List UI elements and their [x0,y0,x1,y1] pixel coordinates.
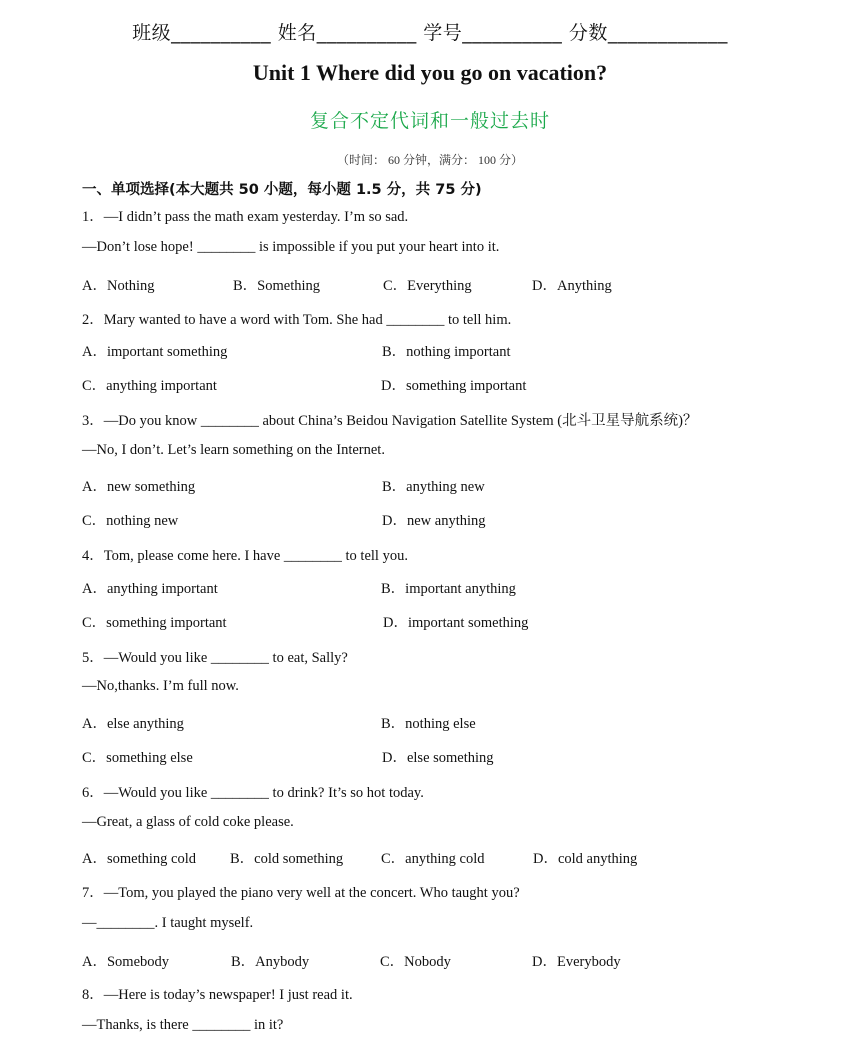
question-6-option-d[interactable]: D．cold anything [533,851,638,867]
student-id-field[interactable]: 学号__________ [423,22,563,44]
question-5-option-b[interactable]: B．nothing else [381,716,476,732]
question-1-option-b[interactable]: B．Something [233,278,321,294]
question-1-dialogue: —Don’t lose hope! ________ is impossible if you put your heart into it. [82,239,500,255]
page-subtitle: 复合不定代词和一般过去时 [309,110,550,132]
question-1-option-a[interactable]: A．Nothing [82,278,155,294]
question-7-option-b[interactable]: B．Anybody [231,954,310,970]
question-7-dialogue: —________. I taught myself. [82,915,254,931]
question-8-stem: 8．—Here is today’s newspaper! I just read it. [82,987,353,1003]
question-3-option-b[interactable]: B．anything new [382,479,485,495]
question-1-option-d[interactable]: D．Anything [532,278,612,294]
question-6-dialogue: —Great, a glass of cold coke please. [82,814,294,830]
question-6-option-b[interactable]: B．cold something [230,851,344,867]
question-4-option-b[interactable]: B．important anything [381,581,516,597]
question-5-option-c[interactable]: C．something else [82,750,193,766]
question-4-option-a[interactable]: A．anything important [82,581,218,597]
question-7-option-d[interactable]: D．Everybody [532,954,621,970]
question-7-option-c[interactable]: C．Nobody [380,954,451,970]
question-2-stem: 2．Mary wanted to have a word with Tom. She had ________ to tell him. [82,312,512,328]
question-2-option-d[interactable]: D．something important [381,378,527,394]
question-3-option-c[interactable]: C．nothing new [82,513,179,529]
question-7-option-a[interactable]: A．Somebody [82,954,169,970]
question-3-option-d[interactable]: D．new anything [382,513,486,529]
question-8-dialogue: —Thanks, is there ________ in it? [82,1017,284,1033]
question-5-option-a[interactable]: A．else anything [82,716,184,732]
question-1-option-c[interactable]: C．Everything [383,278,472,294]
question-7-stem: 7．—Tom, you played the piano very well at the concert. Who taught you? [82,885,520,901]
question-1-stem: 1．—I didn’t pass the math exam yesterday. I’m so sad. [82,209,409,225]
student-info-fields [0,18,860,45]
question-6-option-c[interactable]: C．anything cold [381,851,485,867]
question-3-dialogue: —No, I don’t. Let’s learn something on the Internet. [82,442,385,458]
question-3-stem: 3．—Do you know ________ about China’s Beidou Navigation Satellite System (北斗卫星导航系统)？ [82,413,698,429]
question-3-option-a[interactable]: A．new something [82,479,196,495]
page-title: Unit 1 Where did you go on vacation? [252,60,608,85]
section-heading: 一、单项选择(本大题共 50 小题，每小题 1.5 分，共 75 分) [82,182,482,198]
question-4-stem: 4．Tom, please come here. I have ________ to tell you. [82,548,408,564]
question-5-dialogue: —No,thanks. I’m full now. [82,678,239,694]
question-6-option-a[interactable]: A．something cold [82,851,196,867]
question-4-option-c[interactable]: C．something important [82,615,227,631]
question-5-option-d[interactable]: D．else something [382,750,494,766]
question-2-option-a[interactable]: A．important something [82,344,228,360]
class-field[interactable]: 班级__________ [132,22,272,44]
name-field[interactable]: 姓名__________ [277,22,417,44]
question-5-stem: 5．—Would you like ________ to eat, Sally? [82,650,348,666]
question-2-option-b[interactable]: B．nothing important [382,344,511,360]
question-2-option-c[interactable]: C．anything important [82,378,217,394]
time-note: （时间： 60 分钟，满分： 100 分） [336,153,523,167]
question-4-option-d[interactable]: D．important something [383,615,529,631]
score-field[interactable]: 分数____________ [568,22,728,44]
question-6-stem: 6．—Would you like ________ to drink? It’s so hot today. [82,785,424,801]
